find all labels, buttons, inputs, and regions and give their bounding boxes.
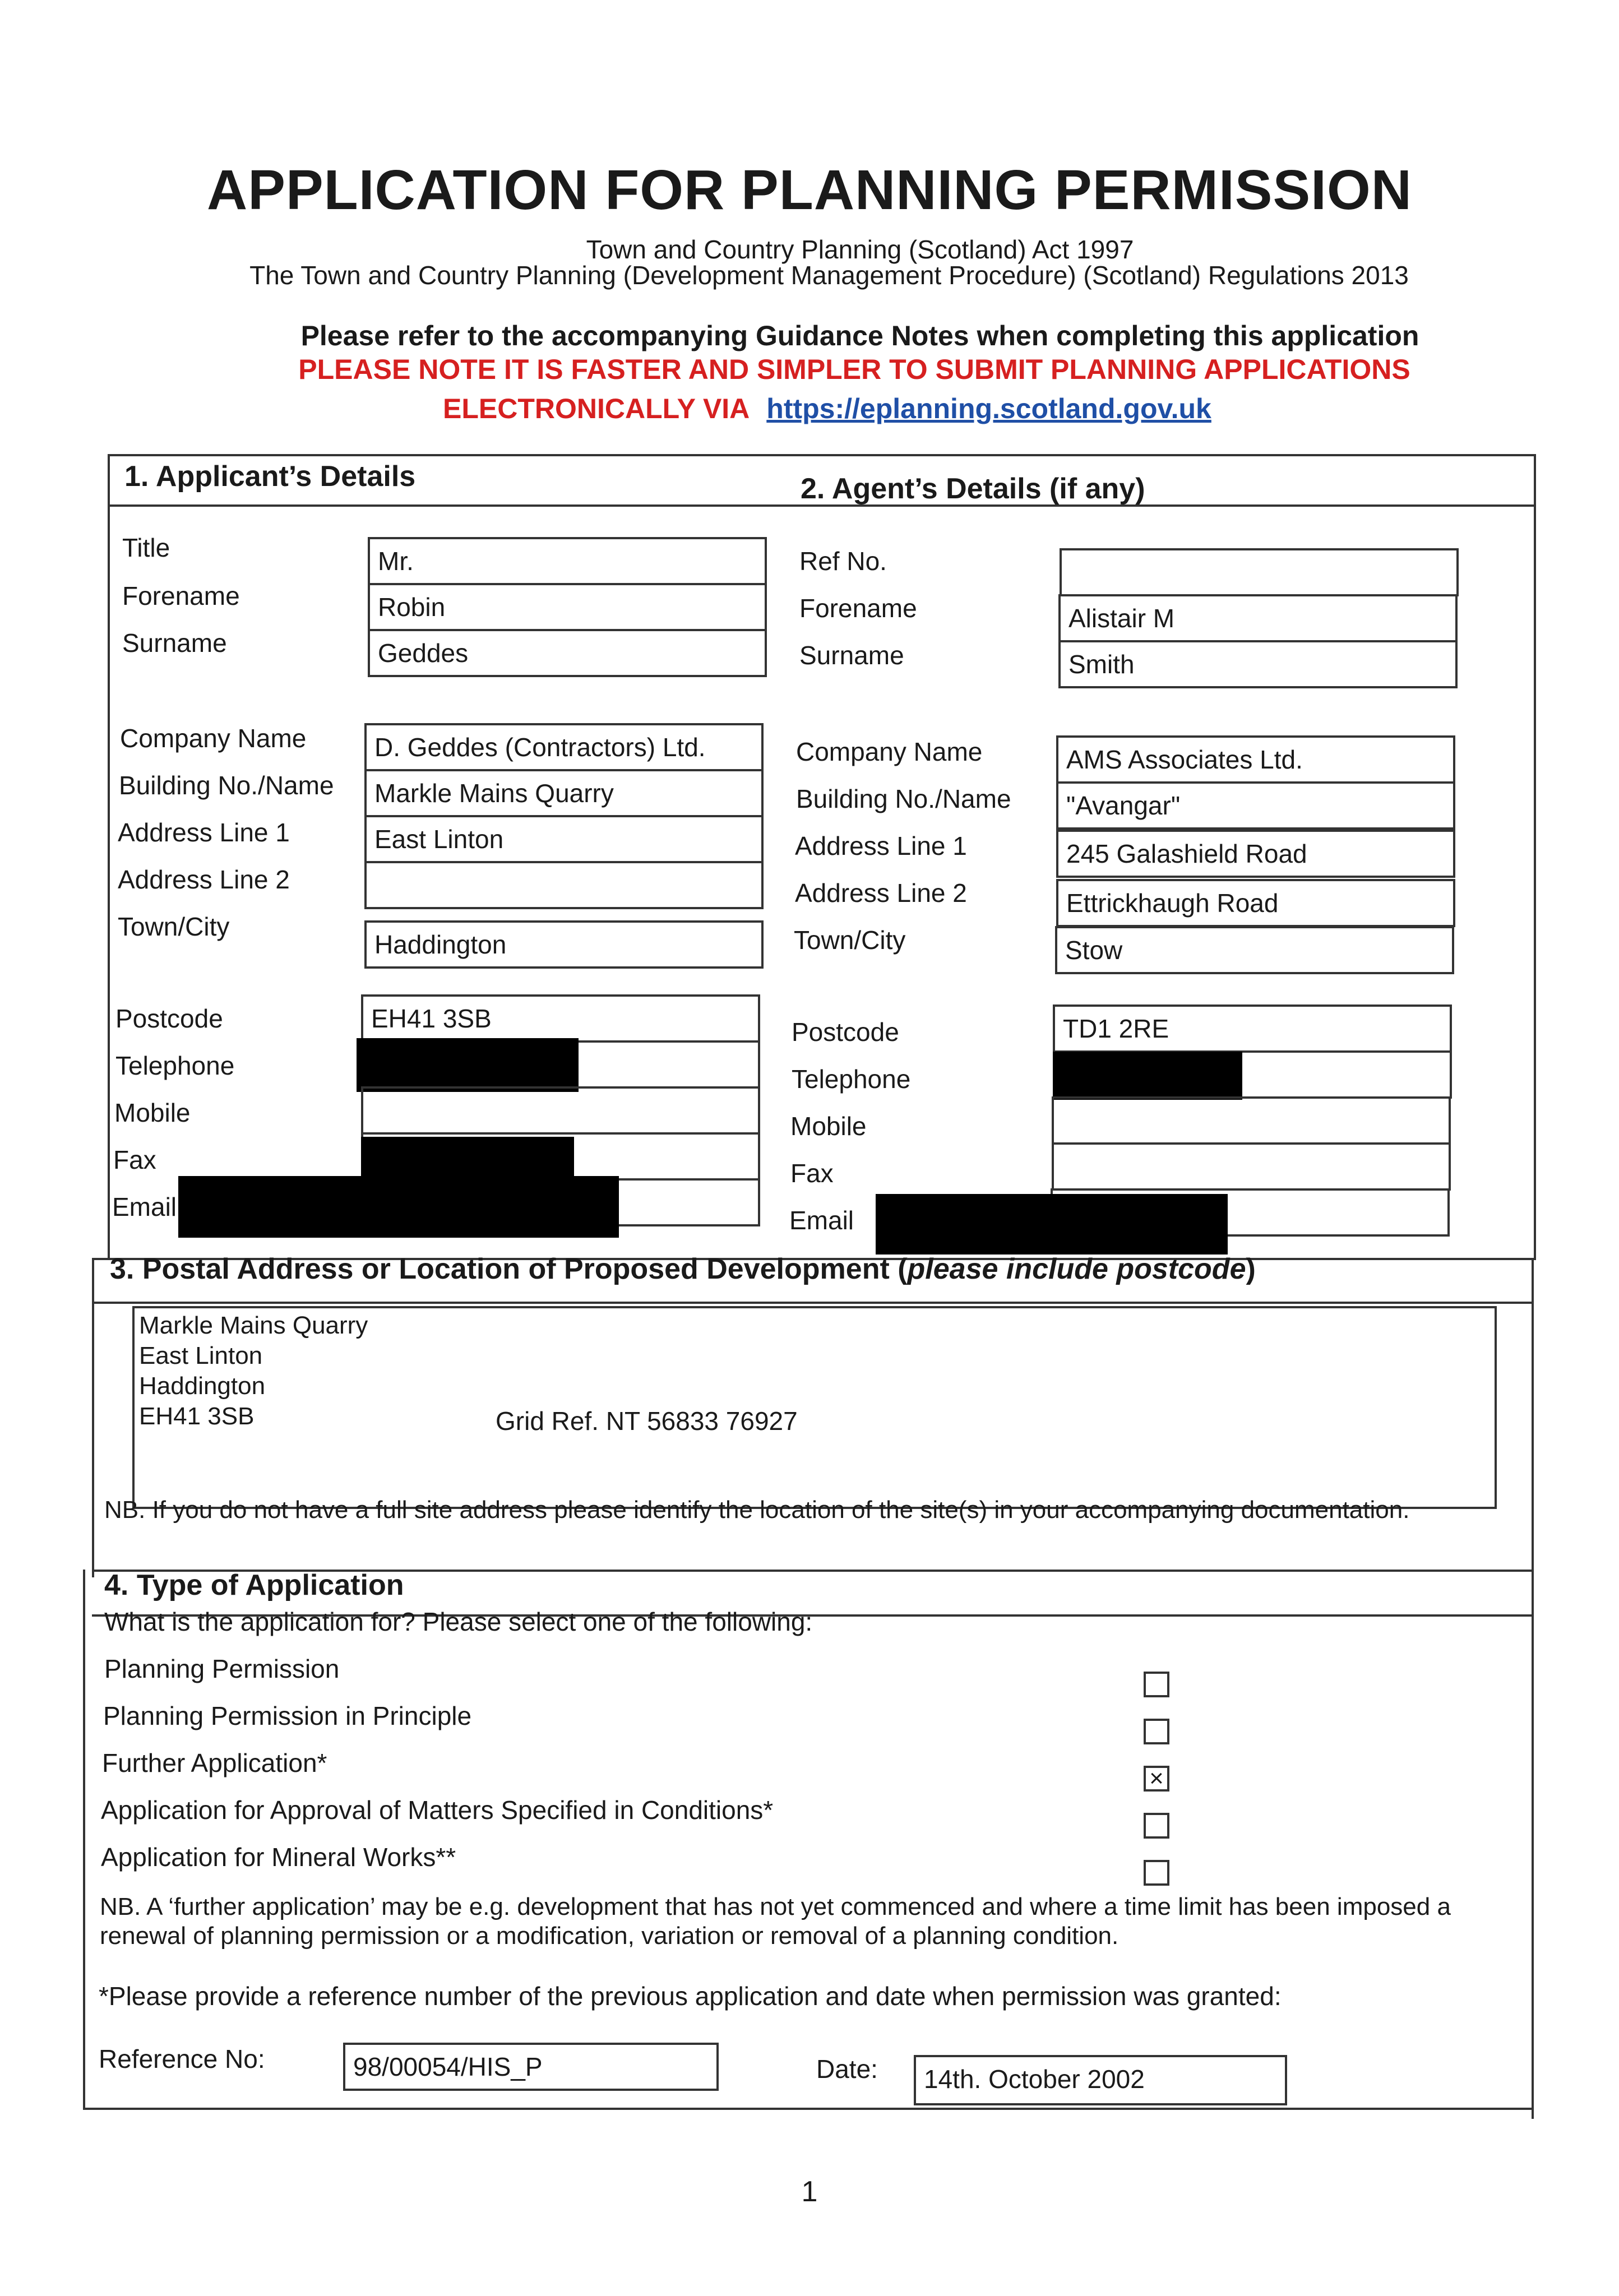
- agent-address1-label: Address Line 1: [795, 831, 967, 860]
- applicant-town-field[interactable]: Haddington: [364, 920, 764, 969]
- applicant-address1-field[interactable]: East Linton: [364, 815, 764, 863]
- site-address-line: Markle Mains Quarry: [139, 1312, 368, 1339]
- applicant-address1-label: Address Line 1: [118, 818, 290, 847]
- agent-mobile-label: Mobile: [790, 1112, 867, 1141]
- agent-building-field[interactable]: "Avangar": [1056, 781, 1455, 830]
- option-planning-permission-label: Planning Permission: [104, 1654, 340, 1683]
- option-mineral-works-label: Application for Mineral Works**: [101, 1843, 456, 1872]
- agent-address2-field[interactable]: Ettrickhaugh Road: [1056, 879, 1455, 927]
- option-planning-permission-checkbox[interactable]: [1144, 1672, 1169, 1697]
- electronic-submission-note-line-2: [443, 392, 1211, 425]
- option-further-application-checkbox[interactable]: [1144, 1766, 1169, 1792]
- applicant-surname-field[interactable]: Geddes: [368, 629, 767, 677]
- date-label: Date:: [816, 2054, 878, 2084]
- agent-town-field[interactable]: Stow: [1055, 926, 1454, 974]
- agent-company-label: Company Name: [796, 737, 983, 766]
- type-bottom-border: [83, 2108, 1534, 2110]
- agent-surname-label: Surname: [799, 641, 904, 670]
- applicant-fax-label: Fax: [113, 1145, 156, 1174]
- agent-telephone-redaction: [1053, 1052, 1242, 1100]
- reference-number-label: Reference No:: [99, 2044, 265, 2073]
- location-header-divider: [92, 1302, 1534, 1304]
- applicant-company-field[interactable]: D. Geddes (Contractors) Ltd.: [364, 723, 764, 771]
- option-mineral-works-checkbox[interactable]: [1144, 1860, 1169, 1886]
- applicant-company-label: Company Name: [120, 724, 307, 753]
- site-address-box[interactable]: [132, 1306, 1497, 1509]
- eplanning-link[interactable]: https://eplanning.scotland.gov.uk: [766, 393, 1211, 424]
- applicant-title-field[interactable]: Mr.: [368, 537, 767, 585]
- type-left-border: [83, 1570, 85, 2108]
- agent-building-label: Building No./Name: [796, 784, 1011, 813]
- agent-postcode-label: Postcode: [792, 1017, 899, 1047]
- agent-address1-field[interactable]: 245 Galashield Road: [1056, 830, 1455, 878]
- applicant-postcode-label: Postcode: [115, 1004, 223, 1033]
- applicant-address2-label: Address Line 2: [118, 865, 290, 894]
- location-title-italic: please include postcode: [907, 1253, 1246, 1285]
- agent-section-title: 2. Agent’s Details (if any): [801, 473, 1145, 505]
- site-address-line: Haddington: [139, 1372, 266, 1400]
- applicant-mobile-label: Mobile: [114, 1098, 191, 1127]
- applicant-building-field[interactable]: Markle Mains Quarry: [364, 769, 764, 817]
- applicant-email-label: Email: [112, 1192, 177, 1221]
- applicant-forename-field[interactable]: Robin: [368, 583, 767, 631]
- option-ppip-label: Planning Permission in Principle: [103, 1701, 472, 1730]
- previous-application-note: *Please provide a reference number of the previous application and date when permission was granted:: [99, 1982, 1282, 2011]
- agent-forename-field[interactable]: Alistair M: [1058, 594, 1458, 642]
- applicant-telephone-label: Telephone: [115, 1051, 235, 1080]
- applicant-surname-label: Surname: [122, 628, 227, 658]
- agent-postcode-field[interactable]: TD1 2RE: [1053, 1004, 1452, 1053]
- guidance-note: Please refer to the accompanying Guidance Notes when completing this application: [300, 320, 1419, 351]
- agent-fax-label: Fax: [790, 1159, 834, 1188]
- regulations-subtitle: The Town and Country Planning (Development Management Procedure) (Scotland) Regulations 2013: [249, 261, 1409, 290]
- electronic-submission-note: PLEASE NOTE IT IS FASTER AND SIMPLER TO SUBMIT PLANNING APPLICATIONS: [298, 354, 1410, 385]
- agent-surname-field[interactable]: Smith: [1058, 640, 1458, 688]
- site-address-note: NB. If you do not have a full site address please identify the location of the site(s) in your accompanying documentation.: [104, 1496, 1410, 1524]
- agent-telephone-label: Telephone: [792, 1064, 911, 1094]
- check-mark-icon: ×: [1149, 1765, 1164, 1792]
- location-title-end: ): [1246, 1253, 1256, 1285]
- application-type-question: What is the application for? Please select one of the following:: [104, 1607, 813, 1636]
- applicant-town-label: Town/City: [118, 912, 230, 941]
- agent-address2-label: Address Line 2: [795, 878, 967, 908]
- reference-number-field[interactable]: 98/00054/HIS_P: [343, 2043, 719, 2091]
- option-amsc-checkbox[interactable]: [1144, 1813, 1169, 1839]
- site-address-line: East Linton: [139, 1342, 263, 1369]
- location-title-start: 3. Postal Address or Location of Proposed Development (: [110, 1253, 908, 1285]
- option-further-application-label: Further Application*: [102, 1748, 327, 1777]
- location-section-title: [110, 1252, 1256, 1286]
- location-left-border: [92, 1258, 94, 1577]
- site-address-line: EH41 3SB: [139, 1402, 255, 1430]
- option-amsc-label: Application for Approval of Matters Specified in Conditions*: [101, 1795, 774, 1825]
- agent-ref-field[interactable]: [1060, 548, 1459, 596]
- agent-email-redaction: [876, 1194, 1228, 1255]
- type-right-border: [1532, 1570, 1534, 2119]
- act-subtitle: Town and Country Planning (Scotland) Act 1997: [586, 235, 1134, 264]
- applicant-section-title: 1. Applicant’s Details: [124, 460, 416, 493]
- agent-fax-field[interactable]: [1052, 1142, 1451, 1191]
- page-title: APPLICATION FOR PLANNING PERMISSION: [207, 159, 1412, 221]
- location-right-border: [1532, 1258, 1534, 1577]
- date-field[interactable]: 14th. October 2002: [914, 2055, 1287, 2105]
- electronic-via-text: ELECTRONICALLY VIA: [443, 393, 750, 424]
- type-section-title: 4. Type of Application: [104, 1569, 404, 1601]
- further-application-note: NB. A ‘further application’ may be e.g. development that has not yet commenced and where a time limit has been imposed a renewal of planning permission or a modification, variation or removal of a planning condition.: [100, 1893, 1451, 1950]
- applicant-email-redaction: [178, 1176, 619, 1238]
- applicant-postcode-field[interactable]: EH41 3SB: [361, 994, 760, 1043]
- applicant-building-label: Building No./Name: [119, 771, 334, 800]
- applicant-address2-field[interactable]: [364, 861, 764, 909]
- applicant-telephone-redaction: [357, 1038, 579, 1092]
- agent-ref-label: Ref No.: [799, 547, 887, 576]
- agent-town-label: Town/City: [794, 925, 906, 955]
- applicant-forename-label: Forename: [122, 581, 240, 610]
- agent-email-label: Email: [789, 1206, 854, 1235]
- applicant-mobile-field[interactable]: [361, 1086, 760, 1135]
- agent-company-field[interactable]: AMS Associates Ltd.: [1056, 735, 1455, 784]
- grid-reference: Grid Ref. NT 56833 76927: [496, 1406, 798, 1436]
- agent-forename-label: Forename: [799, 594, 917, 623]
- applicant-title-label: Title: [122, 533, 170, 562]
- agent-mobile-field[interactable]: [1052, 1096, 1451, 1145]
- option-ppip-checkbox[interactable]: [1144, 1719, 1169, 1744]
- page-number: 1: [801, 2175, 818, 2208]
